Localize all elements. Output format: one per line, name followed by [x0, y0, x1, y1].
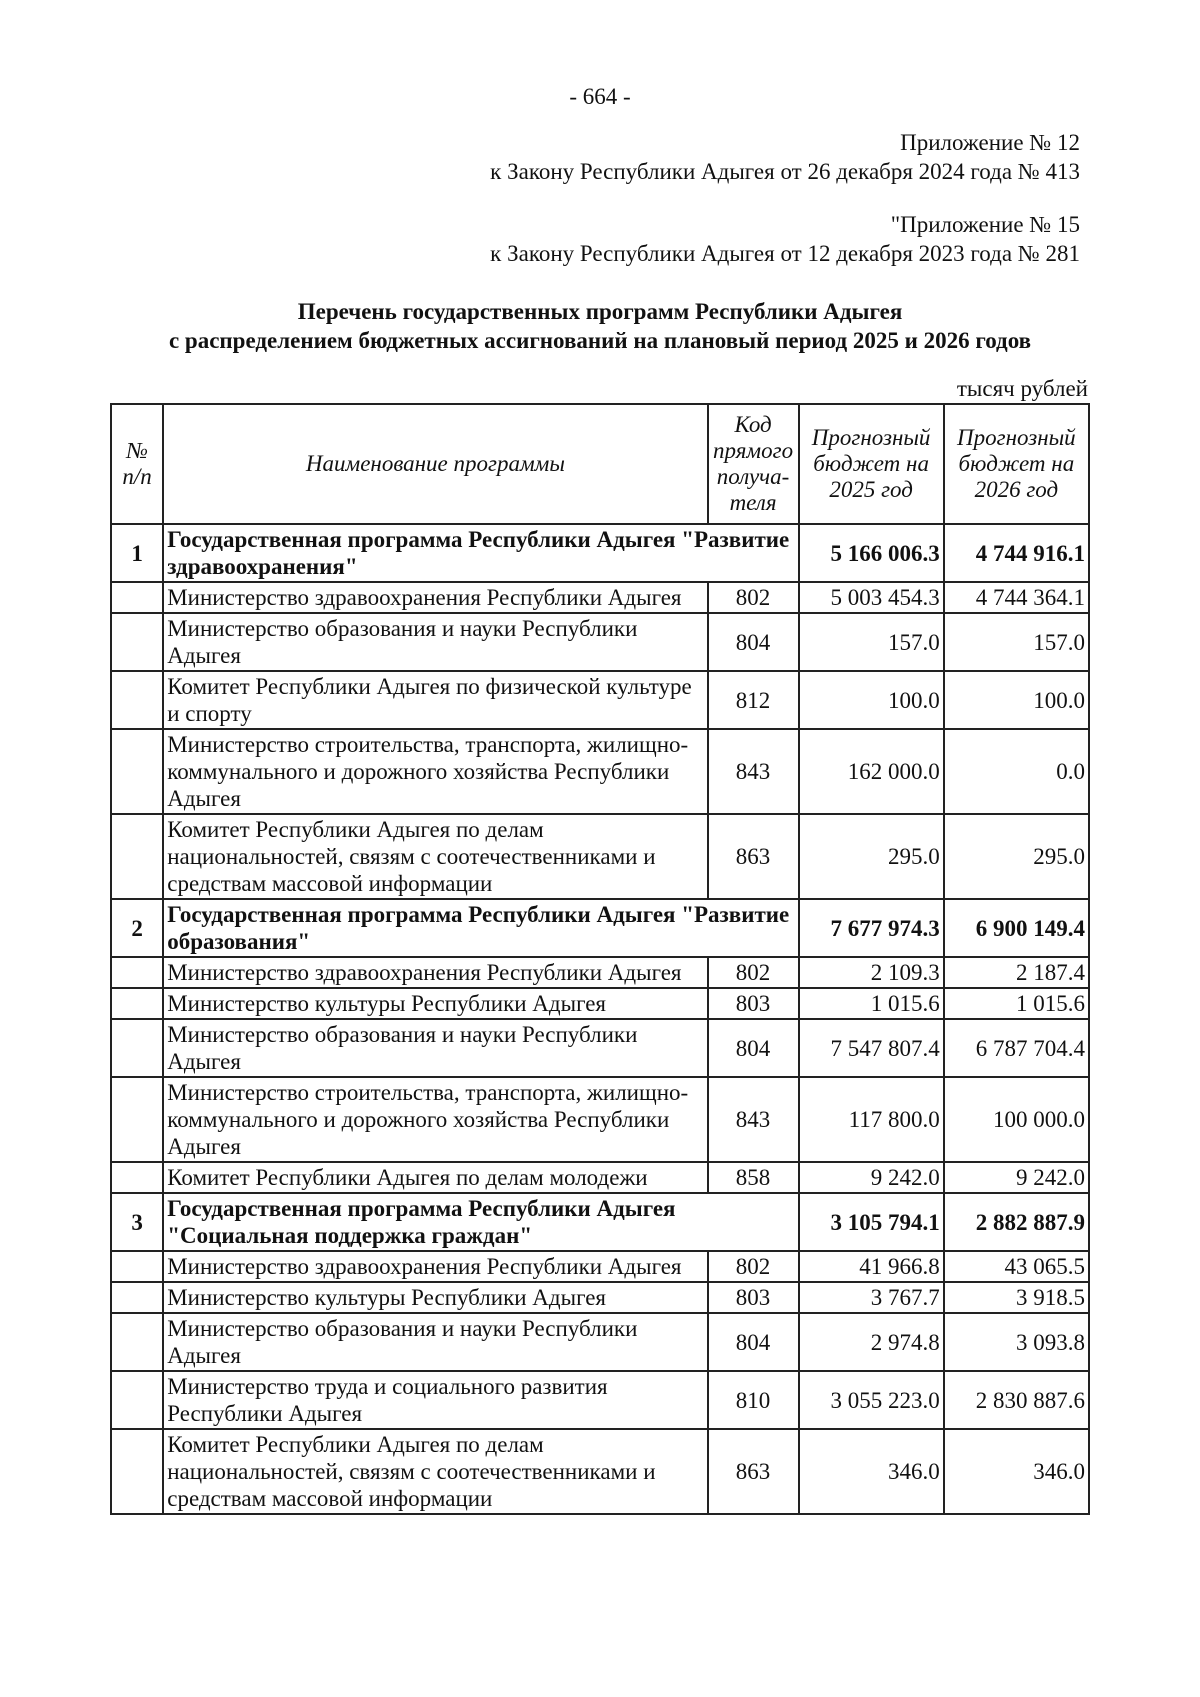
recipient-name: Министерство труда и социального развития Республики Адыгея	[163, 1371, 707, 1429]
recipient-name: Министерство культуры Республики Адыгея	[163, 988, 707, 1019]
recipient-value-2025: 295.0	[799, 814, 944, 899]
header-code: Код прямого получа-теля	[708, 404, 799, 524]
program-total-2026: 2 882 887.9	[944, 1193, 1089, 1251]
recipient-value-2026: 4 744 364.1	[944, 582, 1089, 613]
recipient-row	[111, 957, 1089, 988]
recipient-row	[111, 613, 1089, 671]
recipient-value-2025: 7 547 807.4	[799, 1019, 944, 1077]
recipient-row	[111, 671, 1089, 729]
recipient-value-2026: 1 015.6	[944, 988, 1089, 1019]
empty-number-cell	[111, 1371, 163, 1429]
recipient-row	[111, 814, 1089, 899]
program-number: 3	[111, 1193, 163, 1251]
document-title	[0, 297, 1200, 355]
recipient-row	[111, 1429, 1089, 1514]
recipient-name: Министерство здравоохранения Республики Адыгея	[163, 1251, 707, 1282]
program-total-2026: 4 744 916.1	[944, 524, 1089, 582]
appendix-current-line2: к Закону Республики Адыгея от 26 декабря 2024 года № 413	[490, 159, 1080, 184]
recipient-value-2026: 346.0	[944, 1429, 1089, 1514]
program-number: 1	[111, 524, 163, 582]
recipient-row	[111, 1371, 1089, 1429]
recipient-value-2026: 100 000.0	[944, 1077, 1089, 1162]
header-num: № п/п	[111, 404, 163, 524]
recipient-code: 843	[708, 729, 799, 814]
recipient-value-2026: 157.0	[944, 613, 1089, 671]
empty-number-cell	[111, 729, 163, 814]
title-line2: с распределением бюджетных ассигнований на плановый период 2025 и 2026 годов	[168, 328, 1032, 353]
empty-number-cell	[111, 1077, 163, 1162]
recipient-code: 803	[708, 988, 799, 1019]
recipient-value-2025: 3 055 223.0	[799, 1371, 944, 1429]
recipient-value-2026: 43 065.5	[944, 1251, 1089, 1282]
recipient-row	[111, 1313, 1089, 1371]
recipient-name: Министерство здравоохранения Республики Адыгея	[163, 957, 707, 988]
program-name: Государственная программа Республики Адыгея "Социальная поддержка граждан"	[163, 1193, 798, 1251]
recipient-name: Комитет Республики Адыгея по делам национальностей, связям с соотечественниками и средствам массовой информации	[163, 1429, 707, 1514]
recipient-code: 802	[708, 957, 799, 988]
table-body	[111, 524, 1089, 1514]
empty-number-cell	[111, 582, 163, 613]
recipient-code: 804	[708, 1313, 799, 1371]
recipient-code: 843	[708, 1077, 799, 1162]
recipient-value-2025: 3 767.7	[799, 1282, 944, 1313]
recipient-value-2025: 162 000.0	[799, 729, 944, 814]
recipient-name: Министерство строительства, транспорта, жилищно-коммунального и дорожного хозяйства Республики Адыгея	[163, 1077, 707, 1162]
recipient-value-2026: 100.0	[944, 671, 1089, 729]
header-forecast-2025: Прогнозный бюджет на 2025 год	[799, 404, 944, 524]
recipient-value-2026: 9 242.0	[944, 1162, 1089, 1193]
recipient-value-2025: 5 003 454.3	[799, 582, 944, 613]
recipient-code: 810	[708, 1371, 799, 1429]
title-line1: Перечень государственных программ Республики Адыгея	[297, 299, 903, 324]
recipient-row	[111, 729, 1089, 814]
program-row	[111, 524, 1089, 582]
recipient-name: Министерство образования и науки Республики Адыгея	[163, 613, 707, 671]
recipient-value-2026: 2 187.4	[944, 957, 1089, 988]
program-total-2025: 5 166 006.3	[799, 524, 944, 582]
recipient-name: Комитет Республики Адыгея по физической культуре и спорту	[163, 671, 707, 729]
program-name: Государственная программа Республики Адыгея "Развитие образования"	[163, 899, 798, 957]
recipient-value-2026: 6 787 704.4	[944, 1019, 1089, 1077]
recipient-value-2026: 0.0	[944, 729, 1089, 814]
recipient-value-2025: 2 974.8	[799, 1313, 944, 1371]
program-total-2026: 6 900 149.4	[944, 899, 1089, 957]
empty-number-cell	[111, 613, 163, 671]
recipient-row	[111, 988, 1089, 1019]
recipient-row	[111, 1162, 1089, 1193]
recipient-code: 858	[708, 1162, 799, 1193]
recipient-value-2026: 295.0	[944, 814, 1089, 899]
empty-number-cell	[111, 1313, 163, 1371]
recipient-code: 803	[708, 1282, 799, 1313]
recipient-code: 802	[708, 1251, 799, 1282]
recipient-name: Комитет Республики Адыгея по делам молодежи	[163, 1162, 707, 1193]
recipient-name: Министерство образования и науки Республики Адыгея	[163, 1019, 707, 1077]
recipient-value-2025: 9 242.0	[799, 1162, 944, 1193]
program-row	[111, 1193, 1089, 1251]
recipient-code: 804	[708, 613, 799, 671]
program-row	[111, 899, 1089, 957]
recipient-name: Министерство образования и науки Республики Адыгея	[163, 1313, 707, 1371]
recipient-row	[111, 1282, 1089, 1313]
empty-number-cell	[111, 1282, 163, 1313]
header-forecast-2026: Прогнозный бюджет на 2026 год	[944, 404, 1089, 524]
recipient-code: 812	[708, 671, 799, 729]
recipient-row	[111, 582, 1089, 613]
empty-number-cell	[111, 1162, 163, 1193]
page-number: - 664 -	[569, 84, 631, 109]
empty-number-cell	[111, 1251, 163, 1282]
recipient-name: Министерство строительства, транспорта, жилищно-коммунального и дорожного хозяйства Республики Адыгея	[163, 729, 707, 814]
recipient-value-2025: 41 966.8	[799, 1251, 944, 1282]
recipient-code: 863	[708, 1429, 799, 1514]
empty-number-cell	[111, 814, 163, 899]
recipient-value-2026: 3 918.5	[944, 1282, 1089, 1313]
appendix-current-line1: Приложение № 12	[900, 130, 1080, 155]
recipient-value-2025: 2 109.3	[799, 957, 944, 988]
header-name: Наименование программы	[163, 404, 707, 524]
empty-number-cell	[111, 671, 163, 729]
program-number: 2	[111, 899, 163, 957]
recipient-code: 802	[708, 582, 799, 613]
recipient-value-2025: 100.0	[799, 671, 944, 729]
recipient-code: 804	[708, 1019, 799, 1077]
appendix-original-line2: к Закону Республики Адыгея от 12 декабря 2023 года № 281	[490, 241, 1080, 266]
appendix-original-line1: "Приложение № 15	[890, 212, 1080, 237]
recipient-code: 863	[708, 814, 799, 899]
recipient-row	[111, 1077, 1089, 1162]
recipient-row	[111, 1019, 1089, 1077]
appendix-reference-original	[490, 210, 1080, 268]
recipient-value-2026: 3 093.8	[944, 1313, 1089, 1371]
program-total-2025: 3 105 794.1	[799, 1193, 944, 1251]
empty-number-cell	[111, 1429, 163, 1514]
table-header-row	[111, 404, 1089, 524]
appendix-reference-current	[490, 128, 1080, 186]
recipient-value-2025: 1 015.6	[799, 988, 944, 1019]
empty-number-cell	[111, 1019, 163, 1077]
recipient-name: Министерство здравоохранения Республики Адыгея	[163, 582, 707, 613]
recipient-row	[111, 1251, 1089, 1282]
budget-table	[110, 403, 1090, 1515]
empty-number-cell	[111, 988, 163, 1019]
empty-number-cell	[111, 957, 163, 988]
recipient-value-2025: 157.0	[799, 613, 944, 671]
program-name: Государственная программа Республики Адыгея "Развитие здравоохранения"	[163, 524, 798, 582]
units-label: тысяч рублей	[956, 376, 1088, 401]
recipient-value-2025: 346.0	[799, 1429, 944, 1514]
recipient-value-2026: 2 830 887.6	[944, 1371, 1089, 1429]
recipient-value-2025: 117 800.0	[799, 1077, 944, 1162]
program-total-2025: 7 677 974.3	[799, 899, 944, 957]
recipient-name: Комитет Республики Адыгея по делам национальностей, связям с соотечественниками и средствам массовой информации	[163, 814, 707, 899]
recipient-name: Министерство культуры Республики Адыгея	[163, 1282, 707, 1313]
